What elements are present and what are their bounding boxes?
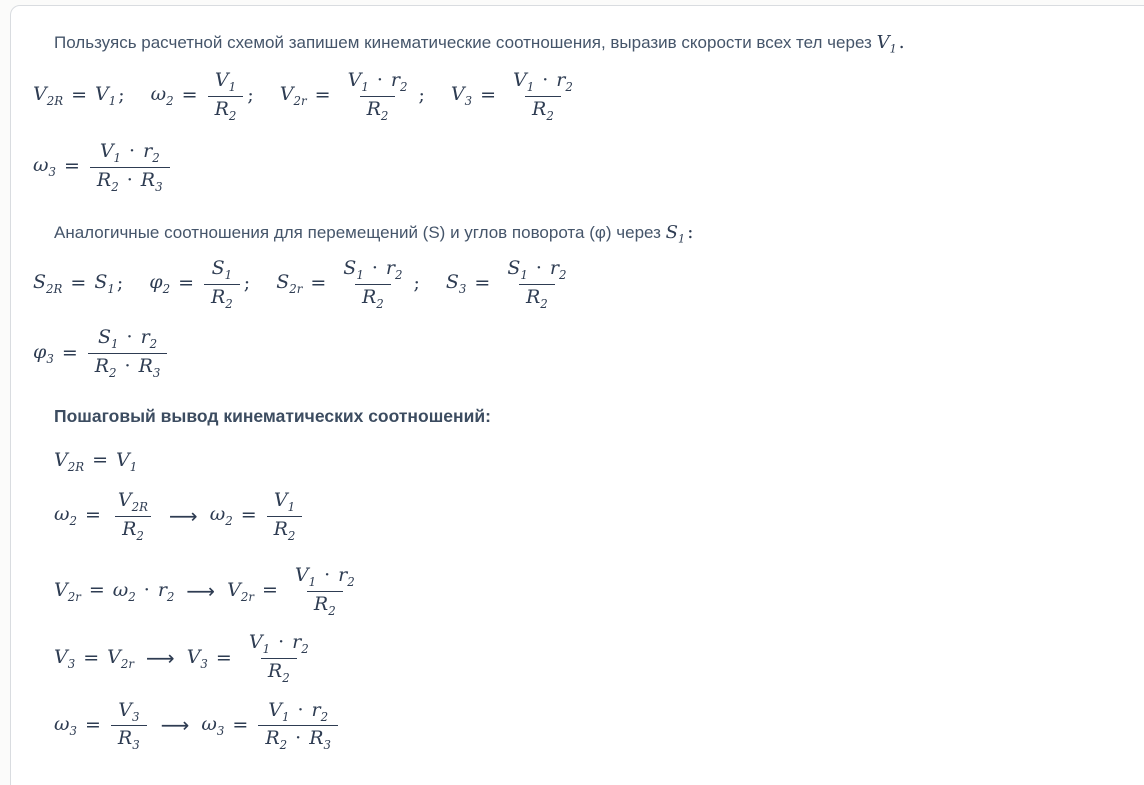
math-operator: = [83, 646, 100, 669]
math-var: $V_1$ [347, 68, 369, 94]
math-operator: = [232, 713, 249, 736]
math-var: $V_1$ [294, 564, 317, 590]
math-subscript: 3 [48, 165, 56, 180]
math-subscript: 2 [136, 528, 144, 543]
math-subscript: 3 [131, 709, 140, 724]
derivation-step-4 [33, 631, 1144, 684]
math-subscript: 1 [526, 79, 535, 94]
math-var: $\omega_2$ [112, 578, 136, 604]
math-var: $S_1$ [97, 326, 119, 352]
displacement-paragraph [33, 221, 1144, 245]
math-var: $R_2$ [210, 285, 233, 311]
math-subscript: 2 [546, 108, 554, 123]
fraction-numerator [500, 257, 573, 284]
math-var: $R_3$ [140, 168, 163, 194]
math-operator: = [240, 504, 257, 527]
math-operator: · [126, 326, 133, 349]
math-operator: = [85, 713, 101, 736]
math-var: $R_2$ [313, 592, 336, 618]
math-var: $S_{2r}$ [276, 271, 303, 297]
math-fraction [111, 699, 147, 752]
math-operator: = [181, 84, 198, 107]
math-punctuation: ; [118, 84, 125, 107]
math-operator: = [88, 579, 105, 602]
fraction-numerator [341, 69, 415, 96]
math-var: $R_2$ [525, 285, 548, 311]
math-subscript: 3 [458, 282, 467, 297]
math-var: $V_{2R}$ [54, 448, 85, 474]
fraction-denominator [307, 591, 343, 618]
math-subscript: 2r [240, 589, 254, 604]
math-subscript: 3 [152, 365, 161, 380]
fraction-numerator [336, 257, 409, 284]
math-var: $V_{2R}$ [33, 83, 64, 109]
math-subscript: 2 [166, 94, 174, 109]
math-subscript: 2 [282, 670, 290, 685]
math-operator: = [261, 579, 278, 602]
math-subscript: 2 [111, 179, 119, 194]
math-fraction [204, 257, 240, 310]
math-var: $V_{2r}$ [54, 578, 81, 604]
math-var: $S_1$ [665, 222, 686, 246]
math-var: $R_2$ [94, 354, 117, 380]
math-operator: · [542, 68, 549, 91]
math-var: $R_3$ [309, 727, 331, 752]
math-var: $S_1$ [94, 271, 115, 297]
math-var: $R_2$ [96, 168, 119, 194]
math-operator: = [215, 646, 232, 669]
fraction-denominator [204, 284, 240, 311]
math-var: $V_{2R}$ [117, 489, 149, 514]
math-operator: = [310, 272, 327, 295]
math-var: $R_2$ [122, 517, 144, 543]
fraction-numerator [242, 631, 316, 658]
text-run: Пошаговый вывод кинематических соотношений: [54, 405, 491, 426]
math-operator: = [61, 341, 78, 364]
math-operator: · [376, 68, 383, 91]
math-fraction [500, 257, 573, 310]
fraction-numerator [267, 489, 302, 516]
math-operator: · [535, 257, 542, 280]
derivation-step-2 [33, 489, 1144, 542]
math-var: $V_1$ [273, 489, 296, 514]
math-var: $S_1$ [343, 257, 364, 282]
math-subscript: 2 [166, 589, 175, 604]
fraction-numerator [288, 564, 362, 591]
math-subscript: 2 [320, 709, 329, 724]
fraction-numerator [93, 140, 167, 167]
math-var: $V_{2r}$ [279, 83, 307, 109]
math-var: $S_1$ [211, 257, 233, 282]
math-var: $r_2$ [292, 631, 309, 657]
fraction-denominator [261, 658, 297, 685]
math-subscript: 2 [109, 365, 117, 380]
math-subscript: 3 [216, 723, 225, 738]
math-var: $r_2$ [143, 140, 160, 165]
long-right-arrow-icon: ⟶ [146, 645, 175, 670]
math-var: $V_1$ [95, 83, 117, 109]
math-operator: · [297, 698, 304, 721]
math-var: $V_3$ [118, 698, 140, 724]
math-var: $\omega_3$ [33, 154, 56, 180]
math-subscript: 2 [328, 603, 336, 618]
math-var: $V_3$ [186, 645, 208, 671]
math-subscript: 2r [120, 656, 135, 671]
math-operator: = [178, 272, 194, 295]
math-subscript: 1 [107, 282, 115, 297]
math-var: $\omega_2$ [150, 83, 174, 109]
math-operator: · [295, 727, 302, 750]
fraction-denominator [355, 284, 391, 311]
math-var: $V_3$ [450, 83, 473, 109]
math-operator: = [64, 155, 80, 178]
math-operator: = [85, 504, 101, 527]
math-var: $\omega_2$ [209, 503, 233, 529]
math-subscript: 3 [46, 351, 54, 366]
math-var: $V_1$ [214, 68, 237, 94]
math-var: $V_1$ [268, 698, 290, 724]
math-subscript: 2 [152, 150, 160, 165]
math-subscript: 2r [67, 589, 81, 604]
fraction-denominator [258, 725, 338, 752]
math-subscript: 1 [224, 267, 233, 282]
math-operator: = [92, 449, 109, 472]
math-var: $V_{2r}$ [107, 645, 135, 671]
math-var: $V_1$ [248, 631, 271, 657]
derivation-heading [33, 406, 1144, 427]
math-var: $r_2$ [338, 564, 355, 590]
math-subscript: 2 [287, 528, 296, 543]
math-subscript: 1 [287, 499, 296, 514]
math-subscript: 2 [347, 575, 355, 590]
math-var: $R_3$ [117, 727, 140, 752]
fraction-denominator [267, 516, 303, 543]
fraction-numerator [111, 489, 155, 516]
fraction-denominator [525, 96, 561, 123]
math-var: $r_2$ [556, 68, 573, 94]
math-subscript: 2R [46, 94, 64, 109]
math-subscript: 2 [301, 642, 309, 657]
fraction-numerator [208, 69, 243, 96]
math-subscript: 1 [129, 459, 138, 474]
math-var: $V_3$ [54, 645, 76, 671]
math-subscript: 2 [162, 282, 171, 297]
fraction-numerator [111, 699, 146, 726]
fraction-numerator [91, 326, 164, 353]
math-var: $R_2$ [267, 659, 290, 685]
math-subscript: 2 [558, 267, 567, 282]
math-var: $R_2$ [361, 285, 384, 311]
fraction-numerator [261, 699, 335, 726]
math-subscript: 2 [149, 337, 158, 352]
math-subscript: 2 [228, 108, 237, 123]
math-subscript: 2 [565, 79, 573, 94]
math-subscript: 2 [225, 514, 233, 529]
math-subscript: 1 [677, 232, 686, 246]
math-operator: = [314, 84, 331, 107]
phi3-relation [33, 326, 1144, 379]
text-run: Пользуясь расчетной схемой запишем кинематические соотношения, выразив скорости всех тел через [54, 33, 877, 52]
math-subscript: 3 [132, 737, 140, 752]
math-subscript: 1 [889, 42, 897, 56]
long-right-arrow-icon: ⟶ [169, 503, 198, 528]
math-var: $r_2$ [311, 698, 329, 724]
math-var: $S_3$ [445, 271, 467, 297]
math-fraction [258, 699, 338, 752]
math-var: $V_1$ [876, 32, 897, 56]
derivation-step-5 [33, 699, 1144, 752]
math-var: $V_1$ [116, 448, 138, 474]
math-var: $r_2$ [157, 578, 175, 604]
math-var: $r_2$ [385, 257, 403, 282]
math-subscript: 1 [356, 267, 364, 282]
math-var: $S_1$ [507, 257, 528, 282]
math-var: $r_2$ [390, 68, 408, 94]
math-subscript: 3 [69, 723, 77, 738]
math-operator: = [480, 84, 497, 107]
displacement-relations [33, 257, 1144, 310]
math-var: $R_2$ [273, 517, 296, 543]
math-var: $R_2$ [265, 727, 288, 752]
math-punctuation: ; [116, 272, 124, 295]
math-subscript: 2 [128, 589, 136, 604]
math-var: $\varphi_3$ [33, 340, 54, 366]
velocity-relations [33, 69, 1144, 122]
math-punctuation: ; [247, 84, 254, 107]
math-var: $S_{2R}$ [33, 271, 63, 297]
intro-paragraph [33, 31, 1144, 55]
math-subscript: 3 [323, 737, 331, 752]
math-var: $V_{2r}$ [227, 578, 254, 604]
math-subscript: 3 [200, 656, 208, 671]
math-fraction [208, 69, 244, 122]
math-subscript: 2R [46, 282, 63, 297]
document-content [33, 31, 1144, 752]
fraction-denominator [88, 353, 168, 380]
math-fraction [267, 489, 303, 542]
omega3-relation [33, 140, 1144, 193]
text-run: Аналогичные соотношения для перемещений (S) и углов поворота (φ) через [54, 223, 666, 243]
fraction-numerator [205, 257, 240, 284]
long-right-arrow-icon: ⟶ [160, 713, 190, 738]
math-operator: · [324, 564, 331, 587]
math-fraction [336, 257, 409, 310]
math-var: $R_2$ [532, 97, 554, 123]
math-subscript: 2 [376, 296, 384, 311]
math-var: $\omega_3$ [54, 712, 77, 738]
math-subscript: 1 [520, 267, 528, 282]
math-subscript: 2R [67, 459, 85, 474]
math-punctuation: : [687, 221, 694, 244]
math-fraction [242, 631, 316, 684]
math-var: $V_1$ [99, 140, 122, 165]
math-operator: = [71, 84, 88, 107]
math-operator: · [143, 579, 150, 602]
math-subscript: 2r [289, 282, 303, 297]
math-operator: · [278, 631, 285, 654]
document-card [10, 5, 1144, 785]
math-operator: = [70, 272, 87, 295]
math-operator: · [124, 354, 131, 377]
fraction-denominator [115, 516, 151, 543]
math-operator: · [371, 257, 378, 280]
math-var: $R_2$ [366, 97, 389, 123]
long-right-arrow-icon: ⟶ [186, 578, 216, 603]
math-operator: · [129, 140, 136, 163]
math-punctuation: . [898, 31, 905, 53]
math-subscript: 1 [113, 150, 122, 165]
math-subscript: 1 [228, 79, 237, 94]
math-var: $r_2$ [549, 257, 567, 282]
math-subscript: 1 [281, 709, 290, 724]
fraction-denominator [90, 167, 170, 194]
math-subscript: 3 [464, 94, 473, 109]
math-operator: · [126, 168, 133, 191]
derivation-step-1 [33, 449, 1144, 474]
math-subscript: 2 [380, 108, 389, 123]
math-subscript: 1 [308, 575, 317, 590]
math-subscript: 2 [279, 737, 288, 752]
math-fraction [506, 69, 580, 122]
math-subscript: 1 [361, 79, 369, 94]
math-subscript: 1 [262, 642, 271, 657]
math-subscript: 1 [108, 94, 117, 109]
math-operator: = [474, 272, 491, 295]
math-punctuation: ; [413, 272, 420, 295]
math-var: $\omega_2$ [54, 503, 77, 529]
fraction-denominator [519, 284, 555, 311]
math-subscript: 2 [540, 296, 548, 311]
math-fraction [111, 489, 155, 542]
math-var: $R_2$ [214, 97, 237, 123]
fraction-denominator [111, 725, 147, 752]
math-fraction [288, 564, 362, 617]
math-subscript: 2 [69, 514, 77, 529]
math-fraction [88, 326, 168, 379]
math-subscript: 2r [293, 94, 307, 109]
math-var: $\omega_3$ [201, 712, 225, 738]
math-subscript: 1 [111, 337, 119, 352]
math-fraction [341, 69, 415, 122]
fraction-numerator [506, 69, 580, 96]
math-subscript: 3 [155, 179, 163, 194]
math-var: $\varphi_2$ [149, 271, 171, 297]
math-punctuation: ; [243, 272, 251, 295]
math-var: $R_3$ [138, 354, 161, 380]
math-var: $r_2$ [140, 326, 158, 352]
math-fraction [90, 140, 170, 193]
math-subscript: 2 [394, 267, 403, 282]
math-subscript: 2 [225, 296, 233, 311]
fraction-denominator [208, 96, 244, 123]
math-subscript: 3 [67, 656, 76, 671]
math-subscript: 2 [399, 79, 408, 94]
fraction-denominator [360, 96, 396, 123]
derivation-step-3 [33, 564, 1144, 617]
math-var: $V_1$ [513, 68, 535, 94]
math-punctuation: ; [418, 84, 425, 107]
math-subscript: 2R [131, 499, 149, 514]
